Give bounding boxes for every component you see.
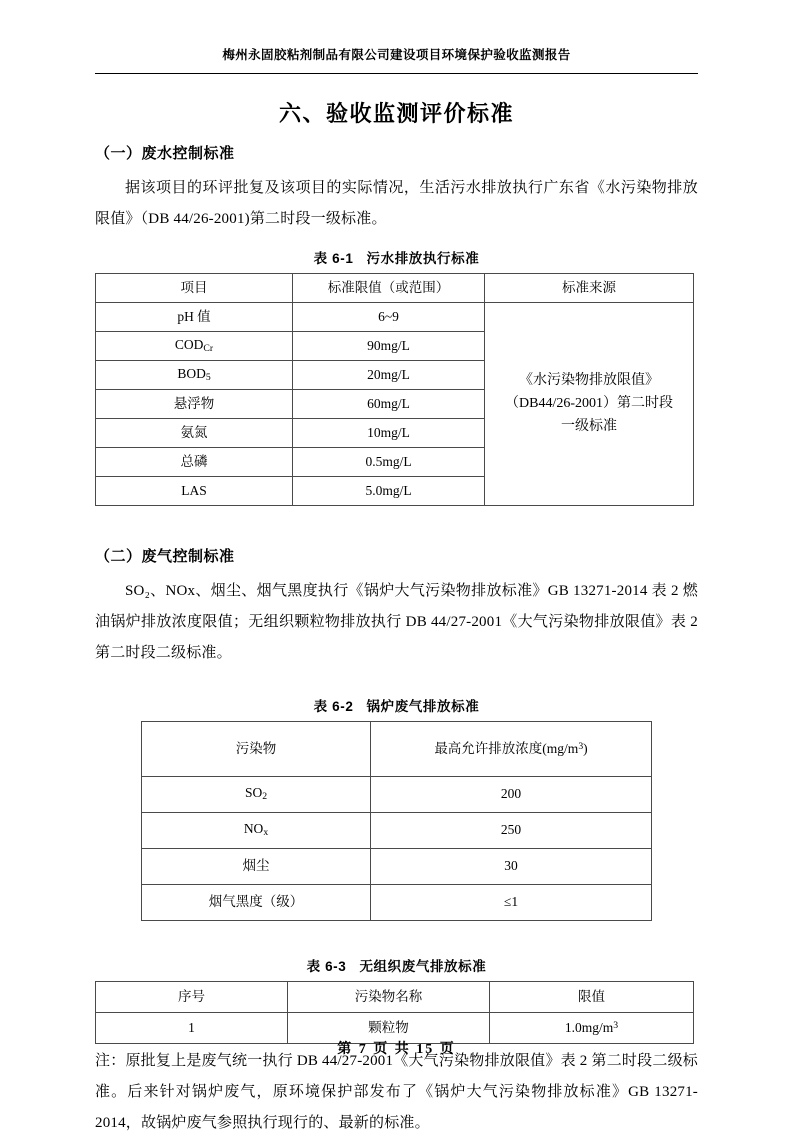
table-row xyxy=(142,812,652,848)
cell-pollutant-subscript: 2 xyxy=(262,791,268,803)
cell-limit: 20mg/L xyxy=(293,360,485,389)
cell-value: 200 xyxy=(371,776,652,812)
cell-no: 1 xyxy=(96,1012,288,1043)
cell-pollutant-name: 颗粒物 xyxy=(288,1012,490,1043)
cell-pollutant: 烟尘 xyxy=(142,848,371,884)
table-row xyxy=(142,776,652,812)
cell-pollutant-text: SO xyxy=(244,785,263,801)
spacer xyxy=(95,673,698,683)
column-header-pollutant-name: 污染物名称 xyxy=(288,981,490,1012)
table-6-1-caption-number: 表 6-1 xyxy=(313,250,354,266)
cell-limit: 10mg/L xyxy=(293,418,485,447)
table-note: 注：原批复上是废气统一执行 DB 44/27-2001《大气污染物排放限值》表 2 第二时段二级标准。后来针对锅炉废气，原环境保护部发布了《锅炉大气污染物排放标准》GB 13271-2014，故锅炉废气参照执行现行的、最新的标准。 xyxy=(95,1052,698,1131)
source-line-3: 一级标准 xyxy=(561,419,617,435)
table-fugitive-gas-standards xyxy=(95,981,694,1044)
column-header-limit: 标准限值（或范围） xyxy=(293,273,485,302)
source-line-1: 《水污染物排放限值》 xyxy=(519,372,659,388)
table-6-2-caption-text: 锅炉废气排放标准 xyxy=(366,698,480,714)
section-heading-waste-gas: （二）废气控制标准 xyxy=(95,547,235,565)
cell-value: ≤1 xyxy=(371,884,652,920)
table-6-1-caption-text: 污水排放执行标准 xyxy=(366,250,480,266)
table-row xyxy=(142,848,652,884)
cell-item: 氨氮 xyxy=(96,418,293,447)
cell-limit: 5.0mg/L xyxy=(293,476,485,505)
cell-item xyxy=(96,331,293,360)
table-row xyxy=(96,302,694,331)
cell-item: LAS xyxy=(96,476,293,505)
cell-item: 总磷 xyxy=(96,447,293,476)
cell-pollutant-text: NO xyxy=(243,821,264,837)
page-footer: 第 7 页 共 15 页 xyxy=(337,1042,456,1057)
paragraph-wastewater: 据该项目的环评批复及该项目的实际情况，生活污水排放执行广东省《水污染物排放限值》（DB 44/26-2001)第二时段一级标准。 xyxy=(95,179,698,227)
cell-limit: 90mg/L xyxy=(293,331,485,360)
table-6-3-caption-text: 无组织废气排放标准 xyxy=(359,958,487,974)
cell-limit: 0.5mg/L xyxy=(293,447,485,476)
table-6-1-caption xyxy=(95,247,698,267)
table-header-row xyxy=(142,721,652,776)
column-header-tail-text: ) xyxy=(583,740,588,756)
cell-item-text: BOD xyxy=(177,365,206,381)
table-6-2-caption-number: 表 6-2 xyxy=(313,698,354,714)
cell-item-text: COD xyxy=(174,336,204,352)
paragraph-waste-gas: SO₂、NOx、烟尘、烟气黑度执行《锅炉大气污染物排放标准》GB 13271-2014 表 2 燃油锅炉排放浓度限值；无组织颗粒物排放执行 DB 44/27-2001《大气污染物排放限值》表 2 第二时段二级标准。 xyxy=(95,582,698,661)
page-content xyxy=(95,92,698,1139)
cell-source-merged xyxy=(485,302,694,505)
table-header-row xyxy=(96,981,694,1012)
table-6-3-caption-number: 表 6-3 xyxy=(306,958,347,974)
column-header-superscript: 3 xyxy=(578,740,584,752)
cell-item: pH 值 xyxy=(96,302,293,331)
table-wastewater-standards xyxy=(95,273,694,506)
spacer xyxy=(95,506,698,536)
cell-pollutant xyxy=(142,776,371,812)
cell-value: 250 xyxy=(371,812,652,848)
cell-limit-superscript: 3 xyxy=(613,1019,619,1031)
cell-pollutant-subscript: x xyxy=(263,827,269,839)
cell-item-subscript: Cr xyxy=(203,343,214,355)
cell-pollutant: 烟气黑度（级） xyxy=(142,884,371,920)
cell-pollutant xyxy=(142,812,371,848)
cell-limit: 60mg/L xyxy=(293,389,485,418)
column-header-pollutant: 污染物 xyxy=(142,721,371,776)
table-6-3-caption xyxy=(95,955,698,975)
source-line-2: （DB44/26-2001）第二时段 xyxy=(505,396,673,412)
table-header-row xyxy=(96,273,694,302)
cell-item: 悬浮物 xyxy=(96,389,293,418)
table-boiler-gas-standards xyxy=(141,721,652,921)
table-6-2-caption xyxy=(95,695,698,715)
column-header-main-text: 最高允许排放浓度(mg/m xyxy=(434,740,579,756)
header-divider xyxy=(95,73,698,74)
running-header: 梅州永固胶粘剂制品有限公司建设项目环境保护验收监测报告 xyxy=(222,48,571,62)
table-row xyxy=(142,884,652,920)
column-header-item: 项目 xyxy=(96,273,293,302)
column-header-limit: 限值 xyxy=(490,981,694,1012)
cell-value: 30 xyxy=(371,848,652,884)
spacer xyxy=(95,921,698,943)
cell-limit: 6~9 xyxy=(293,302,485,331)
cell-limit-text: 1.0mg/m xyxy=(564,1019,614,1035)
cell-item xyxy=(96,360,293,389)
cell-item-subscript: 5 xyxy=(205,372,211,384)
column-header-max-concentration xyxy=(371,721,652,776)
page-title: 六、验收监测评价标准 xyxy=(278,101,514,126)
column-header-no: 序号 xyxy=(96,981,288,1012)
column-header-source: 标准来源 xyxy=(485,273,694,302)
section-heading-wastewater: （一）废水控制标准 xyxy=(95,144,235,162)
